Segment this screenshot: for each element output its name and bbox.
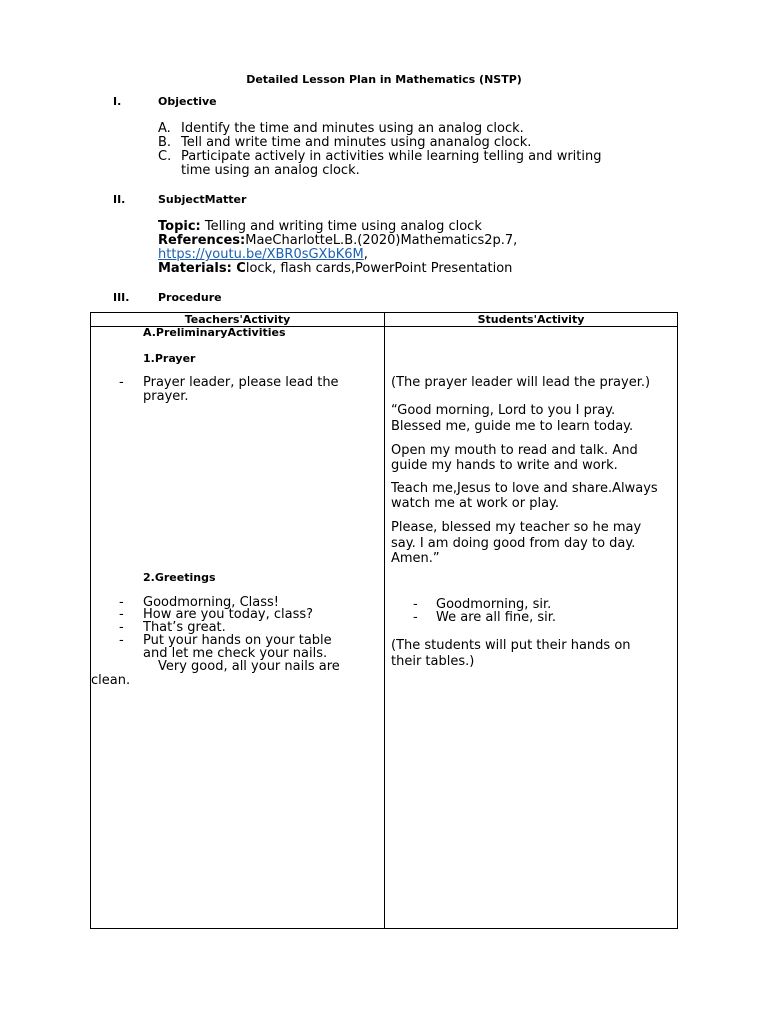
teacher-nails-text: Very good, all your nails are bbox=[158, 659, 340, 674]
list-item: Goodmorning, Class! bbox=[143, 595, 279, 610]
teacher-prayer-text: Prayer leader, please lead the bbox=[143, 375, 339, 390]
list-dash: - bbox=[119, 620, 124, 635]
prayer-verse: Teach me,Jesus to love and share.Always bbox=[391, 481, 658, 496]
document-title: Detailed Lesson Plan in Mathematics (NSTP) bbox=[246, 73, 522, 86]
column-header-student: Students'Activity bbox=[477, 313, 585, 326]
references-line bbox=[158, 234, 517, 248]
objective-letter: A. bbox=[158, 121, 171, 136]
prayer-verse: guide my hands to write and work. bbox=[391, 458, 618, 473]
prayer-verse: watch me at work or play. bbox=[391, 496, 560, 511]
list-item: Put your hands on your table bbox=[143, 633, 332, 648]
objective-text: Identify the time and minutes using an analog clock. bbox=[181, 121, 524, 136]
column-divider bbox=[384, 313, 385, 928]
objective-text: Participate actively in activities while learning telling and writing bbox=[181, 149, 602, 164]
list-dash: - bbox=[119, 595, 124, 610]
section-heading-procedure: Procedure bbox=[158, 291, 222, 304]
references-label: References: bbox=[158, 233, 246, 248]
objective-letter: C. bbox=[158, 149, 172, 164]
student-hands-text: (The students will put their hands on bbox=[391, 638, 631, 653]
greetings-heading: 2.Greetings bbox=[143, 571, 216, 584]
list-dash: - bbox=[119, 633, 124, 648]
column-header-teacher: Teachers'Activity bbox=[184, 313, 291, 326]
prayer-verse: Please, blessed my teacher so he may bbox=[391, 520, 642, 535]
section-number-1: I. bbox=[113, 95, 122, 108]
objective-text: Tell and write time and minutes using ananalog clock. bbox=[181, 135, 532, 150]
list-item: That’s great. bbox=[143, 620, 226, 635]
section-number-3: III. bbox=[113, 291, 130, 304]
materials-label: Materials: C bbox=[158, 261, 246, 276]
topic-value: Telling and writing time using analog clock bbox=[204, 219, 482, 234]
link-suffix: , bbox=[363, 247, 368, 262]
list-dash: - bbox=[413, 597, 418, 612]
teacher-prayer-text: prayer. bbox=[143, 389, 189, 404]
prayer-verse: Blessed me, guide me to learn today. bbox=[391, 419, 634, 434]
prayer-verse: “Good morning, Lord to you I pray. bbox=[391, 403, 616, 418]
list-item: and let me check your nails. bbox=[143, 646, 328, 661]
teacher-nails-text: clean. bbox=[91, 673, 131, 688]
list-item: How are you today, class? bbox=[143, 607, 314, 622]
list-dash: - bbox=[119, 375, 124, 390]
references-value: MaeCharlotteL.B.(2020)Mathematics2p.7, bbox=[245, 233, 518, 248]
materials-value: lock, flash cards,PowerPoint Presentation bbox=[245, 261, 513, 276]
list-item: Goodmorning, sir. bbox=[436, 597, 552, 612]
prayer-heading: 1.Prayer bbox=[143, 352, 196, 365]
materials-line bbox=[158, 262, 512, 276]
section-heading-objective: Objective bbox=[158, 95, 217, 108]
list-dash: - bbox=[413, 610, 418, 625]
prayer-verse: say. I am doing good from day to day. bbox=[391, 536, 636, 551]
section-heading-subject-matter: SubjectMatter bbox=[158, 193, 247, 206]
list-item: We are all fine, sir. bbox=[436, 610, 557, 625]
topic-label: Topic: bbox=[158, 219, 201, 234]
preliminary-activities-heading: A.PreliminaryActivities bbox=[143, 326, 286, 339]
list-dash: - bbox=[119, 607, 124, 622]
objective-letter: B. bbox=[158, 135, 172, 150]
objective-text: time using an analog clock. bbox=[181, 163, 360, 178]
prayer-verse: Open my mouth to read and talk. And bbox=[391, 443, 638, 458]
reference-link-line bbox=[158, 248, 368, 262]
student-hands-text: their tables.) bbox=[391, 654, 475, 669]
student-prayer-text: (The prayer leader will lead the prayer.) bbox=[391, 375, 651, 390]
prayer-verse: Amen.” bbox=[391, 551, 440, 566]
topic-line bbox=[158, 220, 482, 234]
youtube-link[interactable]: https://youtu.be/XBR0sGXbK6M bbox=[158, 247, 364, 262]
section-number-2: II. bbox=[113, 193, 126, 206]
